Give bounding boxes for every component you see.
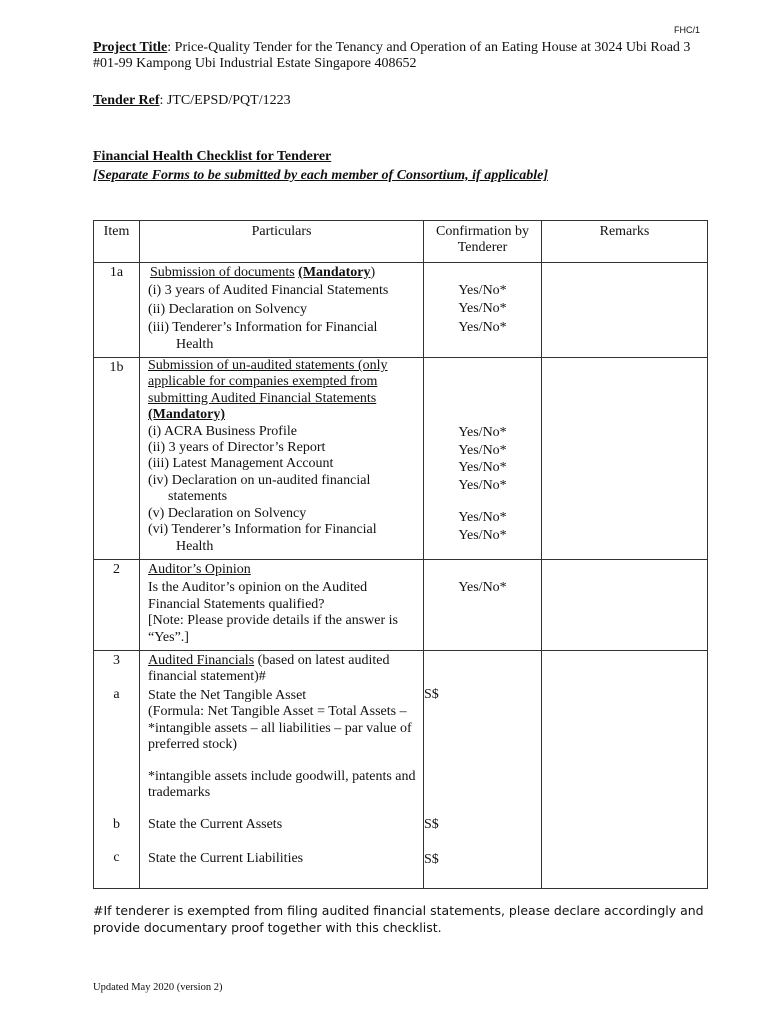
project-title-text: : Price-Quality Tender for the Tenancy and Operation of an Eating House at 3024 Ubi Road 3 #01-99 Kampong Ubi Industrial Estate Singapore 408652 — [93, 40, 691, 71]
mandatory-label: (Mandatory — [298, 265, 371, 280]
item-cell — [94, 651, 140, 889]
checklist-table — [93, 220, 708, 889]
row-title-rest: (based on latest audited financial statement)# — [148, 653, 390, 685]
project-title-label: Project Title — [93, 40, 168, 55]
row-title: Audited Financials — [148, 653, 255, 669]
project-title — [93, 40, 713, 72]
list-item: (ii) 3 years of Director’s Report — [148, 440, 326, 456]
remarks-cell — [542, 560, 708, 651]
header-item: Item — [94, 221, 140, 263]
header-remarks: Remarks — [542, 221, 708, 263]
list-item: (vi) Tenderer’s Information for Financial — [148, 522, 377, 538]
yes-no-value: Yes/No* — [458, 460, 507, 476]
intangible-note: *intangible assets include goodwill, patents and trademarks — [148, 768, 416, 800]
checklist-heading: Financial Health Checklist for Tenderer — [93, 149, 332, 164]
particulars-cell — [140, 263, 424, 358]
header-confirmation: Confirmation by Tenderer — [424, 221, 542, 263]
sub-item-b-label: b — [113, 816, 120, 832]
list-item: (iii) Tenderer’s Information for Financial — [148, 320, 378, 336]
list-item: statements — [168, 489, 228, 505]
item-number: 3 — [113, 653, 120, 669]
net-tangible-asset-text: State the Net Tangible Asset — [148, 687, 307, 703]
sgd-value-a: S$ — [424, 687, 439, 703]
yes-no-value: Yes/No* — [458, 301, 507, 317]
list-item: (i) 3 years of Audited Financial Statements — [148, 283, 389, 299]
sgd-value-c: S$ — [424, 851, 439, 867]
header-particulars: Particulars — [140, 221, 424, 263]
sgd-value-b: S$ — [424, 817, 439, 833]
yes-no-value: Yes/No* — [458, 425, 507, 441]
yes-no-value: Yes/No* — [458, 527, 507, 543]
version-note: Updated May 2020 (version 2) — [93, 982, 223, 993]
table-row — [94, 560, 708, 651]
table-row — [94, 358, 708, 560]
item-cell: 1b — [94, 358, 140, 560]
confirmation-cell — [424, 263, 542, 358]
yes-no-value: Yes/No* — [458, 477, 507, 493]
tender-ref-label: Tender Ref — [93, 93, 160, 108]
confirmation-cell — [424, 560, 542, 651]
mandatory-label: (Mandatory) — [148, 407, 225, 423]
footnote: #If tenderer is exempted from filing audited financial statements, please declare accordingly and provide documentary proof together with this checklist. — [93, 903, 704, 935]
yes-no-value: Yes/No* — [458, 510, 507, 526]
yes-no-value: Yes/No* — [458, 283, 507, 298]
yes-no-value: Yes/No* — [458, 319, 507, 335]
document-code: FHC/1 — [673, 25, 700, 35]
list-item: (iii) Latest Management Account — [148, 456, 334, 472]
confirmation-cell — [424, 651, 542, 889]
list-item: (iv) Declaration on un-audited financial — [148, 472, 371, 488]
note-text: [Note: Please provide details if the answer is “Yes”.] — [148, 613, 398, 645]
current-assets-text: State the Current Assets — [148, 817, 283, 833]
confirmation-cell — [424, 358, 542, 560]
yes-no-value: Yes/No* — [458, 442, 507, 458]
formula-text: (Formula: Net Tangible Asset = Total Assets – *intangible assets – all liabilities – par value of preferred stock) — [148, 704, 412, 753]
item-cell: 2 — [94, 560, 140, 651]
title-close: ) — [370, 265, 376, 280]
row-title: Submission of documents — [150, 265, 295, 280]
remarks-cell — [542, 651, 708, 889]
item-cell: 1a — [94, 263, 140, 358]
remarks-cell — [542, 358, 708, 560]
tender-ref — [93, 93, 291, 109]
row-title: Submission of un-audited statements (only applicable for companies exempted from submitting Audited Financial Statements — [148, 358, 388, 406]
table-row — [94, 651, 708, 889]
table-header-row — [94, 221, 708, 263]
particulars-cell — [140, 560, 424, 651]
particulars-cell — [140, 358, 424, 560]
list-item: Health — [176, 336, 214, 352]
list-item: (v) Declaration on Solvency — [148, 505, 307, 521]
row-title: Auditor’s Opinion — [148, 562, 251, 578]
sub-item-c-label: c — [113, 850, 120, 866]
sub-item-a-label: a — [113, 687, 120, 703]
list-item: Health — [176, 538, 214, 554]
checklist-subheading: [Separate Forms to be submitted by each member of Consortium, if applicable] — [93, 168, 548, 183]
question-text: Is the Auditor’s opinion on the Audited Financial Statements qualified? — [148, 580, 368, 612]
particulars-cell — [140, 651, 424, 889]
current-liabilities-text: State the Current Liabilities — [148, 850, 304, 866]
list-item: (ii) Declaration on Solvency — [148, 301, 308, 317]
remarks-cell — [542, 263, 708, 358]
list-item: (i) ACRA Business Profile — [148, 423, 297, 439]
yes-no-value: Yes/No* — [458, 580, 507, 596]
table-row — [94, 263, 708, 358]
tender-ref-text: : JTC/EPSD/PQT/1223 — [159, 93, 291, 108]
